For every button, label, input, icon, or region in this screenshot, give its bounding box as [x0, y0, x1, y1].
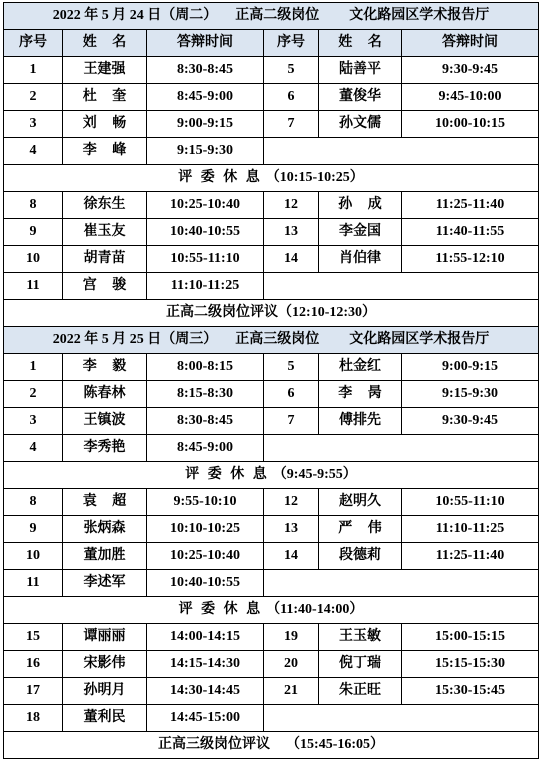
time-cell: 9:45-10:00	[402, 84, 539, 111]
seq-cell: 7	[264, 408, 319, 435]
seq-cell: 8	[4, 489, 63, 516]
seq-cell: 4	[4, 138, 63, 165]
seq-cell: 9	[4, 219, 63, 246]
table-row	[4, 57, 539, 84]
seq-cell: 20	[264, 651, 319, 678]
time-cell: 10:25-10:40	[147, 192, 264, 219]
time-cell: 10:10-10:25	[147, 516, 264, 543]
seq-cell: 17	[4, 678, 63, 705]
name-cell: 杜金红	[319, 354, 402, 381]
seq-cell: 10	[4, 246, 63, 273]
break-label: 评 委 休 息	[185, 467, 267, 482]
seq-cell: 14	[264, 246, 319, 273]
table-row	[4, 489, 539, 516]
time-cell: 9:15-9:30	[147, 138, 264, 165]
name-cell: 孙文儒	[319, 111, 402, 138]
empty-cell	[264, 570, 539, 597]
name-cell: 宋影伟	[63, 651, 147, 678]
seq-cell: 8	[4, 192, 63, 219]
table-row	[4, 381, 539, 408]
day2-header-row	[4, 327, 539, 354]
table-row	[4, 219, 539, 246]
break-row	[4, 597, 539, 624]
seq-cell: 1	[4, 57, 63, 84]
name-cell: 孙明月	[63, 678, 147, 705]
break-row	[4, 165, 539, 192]
table-row	[4, 543, 539, 570]
time-cell: 8:45-9:00	[147, 435, 264, 462]
time-cell: 8:30-8:45	[147, 408, 264, 435]
name-cell: 赵明久	[319, 489, 402, 516]
break-cell	[4, 597, 539, 624]
name-cell: 王建强	[63, 57, 147, 84]
name-cell: 肖伯律	[319, 246, 402, 273]
seq-cell: 15	[4, 624, 63, 651]
time-cell: 10:55-11:10	[402, 489, 539, 516]
table-row	[4, 408, 539, 435]
seq-cell: 21	[264, 678, 319, 705]
seq-cell: 3	[4, 111, 63, 138]
name-cell: 张炳森	[63, 516, 147, 543]
review-row	[4, 732, 539, 759]
name-cell: 崔玉友	[63, 219, 147, 246]
time-cell: 10:25-10:40	[147, 543, 264, 570]
review-label: 正高二级岗位评议	[166, 305, 279, 320]
column-header-seq: 序号	[264, 30, 319, 57]
name-cell: 宫 骏	[63, 273, 147, 300]
break-label: 评 委 休 息	[178, 602, 261, 617]
time-cell: 11:25-11:40	[402, 543, 539, 570]
time-cell: 8:00-8:15	[147, 354, 264, 381]
day1-venue: 文化路园区学术报告厅	[349, 8, 490, 23]
day1-header-cell	[4, 3, 539, 30]
seq-cell: 4	[4, 435, 63, 462]
review-time: （12:10-12:30）	[278, 305, 377, 320]
name-cell: 董利民	[63, 705, 147, 732]
break-cell	[4, 165, 539, 192]
day1-level: 正高二级岗位	[235, 8, 320, 23]
empty-cell	[264, 138, 539, 165]
table-row	[4, 246, 539, 273]
table-row	[4, 192, 539, 219]
seq-cell: 11	[4, 273, 63, 300]
seq-cell: 5	[264, 354, 319, 381]
time-cell: 11:10-11:25	[402, 516, 539, 543]
time-cell: 15:30-15:45	[402, 678, 539, 705]
name-cell: 王玉敏	[319, 624, 402, 651]
table-row	[4, 678, 539, 705]
day2-header-cell	[4, 327, 539, 354]
break-time: （10:15-10:25）	[265, 170, 364, 185]
day2-venue: 文化路园区学术报告厅	[349, 332, 490, 347]
table-row	[4, 570, 539, 597]
table-row	[4, 516, 539, 543]
table-row	[4, 651, 539, 678]
table-row	[4, 111, 539, 138]
table-row	[4, 354, 539, 381]
seq-cell: 16	[4, 651, 63, 678]
name-cell: 杜 奎	[63, 84, 147, 111]
time-cell: 14:45-15:00	[147, 705, 264, 732]
seq-cell: 9	[4, 516, 63, 543]
empty-cell	[264, 435, 539, 462]
name-cell: 李 峰	[63, 138, 147, 165]
name-cell: 谭丽丽	[63, 624, 147, 651]
column-header-time: 答辩时间	[147, 30, 264, 57]
seq-cell: 2	[4, 84, 63, 111]
name-cell: 李 昺	[319, 381, 402, 408]
name-cell: 董加胜	[63, 543, 147, 570]
seq-cell: 11	[4, 570, 63, 597]
seq-cell: 7	[264, 111, 319, 138]
name-cell: 段德莉	[319, 543, 402, 570]
seq-cell: 1	[4, 354, 63, 381]
name-cell: 胡青苗	[63, 246, 147, 273]
seq-cell: 10	[4, 543, 63, 570]
name-cell: 倪丁瑞	[319, 651, 402, 678]
review-time: （15:45-16:05）	[286, 737, 385, 752]
column-header-name: 姓 名	[63, 30, 147, 57]
defense-schedule-table	[3, 2, 539, 759]
table-row	[4, 84, 539, 111]
name-cell: 严 伟	[319, 516, 402, 543]
name-cell: 王镇波	[63, 408, 147, 435]
name-cell: 李金国	[319, 219, 402, 246]
seq-cell: 12	[264, 489, 319, 516]
break-row	[4, 462, 539, 489]
day2-level: 正高三级岗位	[235, 332, 320, 347]
column-header-name: 姓 名	[319, 30, 402, 57]
time-cell: 14:15-14:30	[147, 651, 264, 678]
time-cell: 9:00-9:15	[147, 111, 264, 138]
time-cell: 9:00-9:15	[402, 354, 539, 381]
time-cell: 15:00-15:15	[402, 624, 539, 651]
table-row	[4, 138, 539, 165]
seq-cell: 13	[264, 516, 319, 543]
column-header-time: 答辩时间	[402, 30, 539, 57]
name-cell: 李 毅	[63, 354, 147, 381]
day2-date: 2022 年 5 月 25 日（周三）	[52, 332, 218, 347]
name-cell: 李述军	[63, 570, 147, 597]
time-cell: 8:45-9:00	[147, 84, 264, 111]
name-cell: 傅排先	[319, 408, 402, 435]
break-time: （11:40-14:00）	[266, 602, 364, 617]
time-cell: 10:55-11:10	[147, 246, 264, 273]
table-row	[4, 705, 539, 732]
seq-cell: 5	[264, 57, 319, 84]
name-cell: 孙 成	[319, 192, 402, 219]
table-row	[4, 435, 539, 462]
seq-cell: 2	[4, 381, 63, 408]
seq-cell: 6	[264, 381, 319, 408]
review-cell	[4, 300, 539, 327]
day1-date: 2022 年 5 月 24 日（周二）	[52, 8, 218, 23]
table-row	[4, 624, 539, 651]
column-header-seq: 序号	[4, 30, 63, 57]
review-cell	[4, 732, 539, 759]
name-cell: 刘 畅	[63, 111, 147, 138]
time-cell: 9:55-10:10	[147, 489, 264, 516]
name-cell: 袁 超	[63, 489, 147, 516]
review-row	[4, 300, 539, 327]
name-cell: 朱正旺	[319, 678, 402, 705]
break-cell	[4, 462, 539, 489]
time-cell: 8:15-8:30	[147, 381, 264, 408]
time-cell: 14:00-14:15	[147, 624, 264, 651]
name-cell: 陆善平	[319, 57, 402, 84]
time-cell: 10:00-10:15	[402, 111, 539, 138]
review-label: 正高三级岗位评议	[158, 737, 271, 752]
time-cell: 10:40-10:55	[147, 219, 264, 246]
time-cell: 9:15-9:30	[402, 381, 539, 408]
time-cell: 8:30-8:45	[147, 57, 264, 84]
seq-cell: 3	[4, 408, 63, 435]
time-cell: 10:40-10:55	[147, 570, 264, 597]
time-cell: 11:10-11:25	[147, 273, 264, 300]
time-cell: 15:15-15:30	[402, 651, 539, 678]
time-cell: 11:55-12:10	[402, 246, 539, 273]
column-header-row	[4, 30, 539, 57]
break-label: 评 委 休 息	[178, 170, 260, 185]
seq-cell: 18	[4, 705, 63, 732]
time-cell: 11:25-11:40	[402, 192, 539, 219]
seq-cell: 6	[264, 84, 319, 111]
name-cell: 徐东生	[63, 192, 147, 219]
time-cell: 9:30-9:45	[402, 408, 539, 435]
table-row	[4, 273, 539, 300]
time-cell: 9:30-9:45	[402, 57, 539, 84]
seq-cell: 12	[264, 192, 319, 219]
day1-header-row	[4, 3, 539, 30]
seq-cell: 13	[264, 219, 319, 246]
name-cell: 董俊华	[319, 84, 402, 111]
seq-cell: 19	[264, 624, 319, 651]
empty-cell	[264, 273, 539, 300]
empty-cell	[264, 705, 539, 732]
name-cell: 陈春林	[63, 381, 147, 408]
name-cell: 李秀艳	[63, 435, 147, 462]
time-cell: 14:30-14:45	[147, 678, 264, 705]
break-time: （9:45-9:55）	[272, 467, 357, 482]
seq-cell: 14	[264, 543, 319, 570]
time-cell: 11:40-11:55	[402, 219, 539, 246]
